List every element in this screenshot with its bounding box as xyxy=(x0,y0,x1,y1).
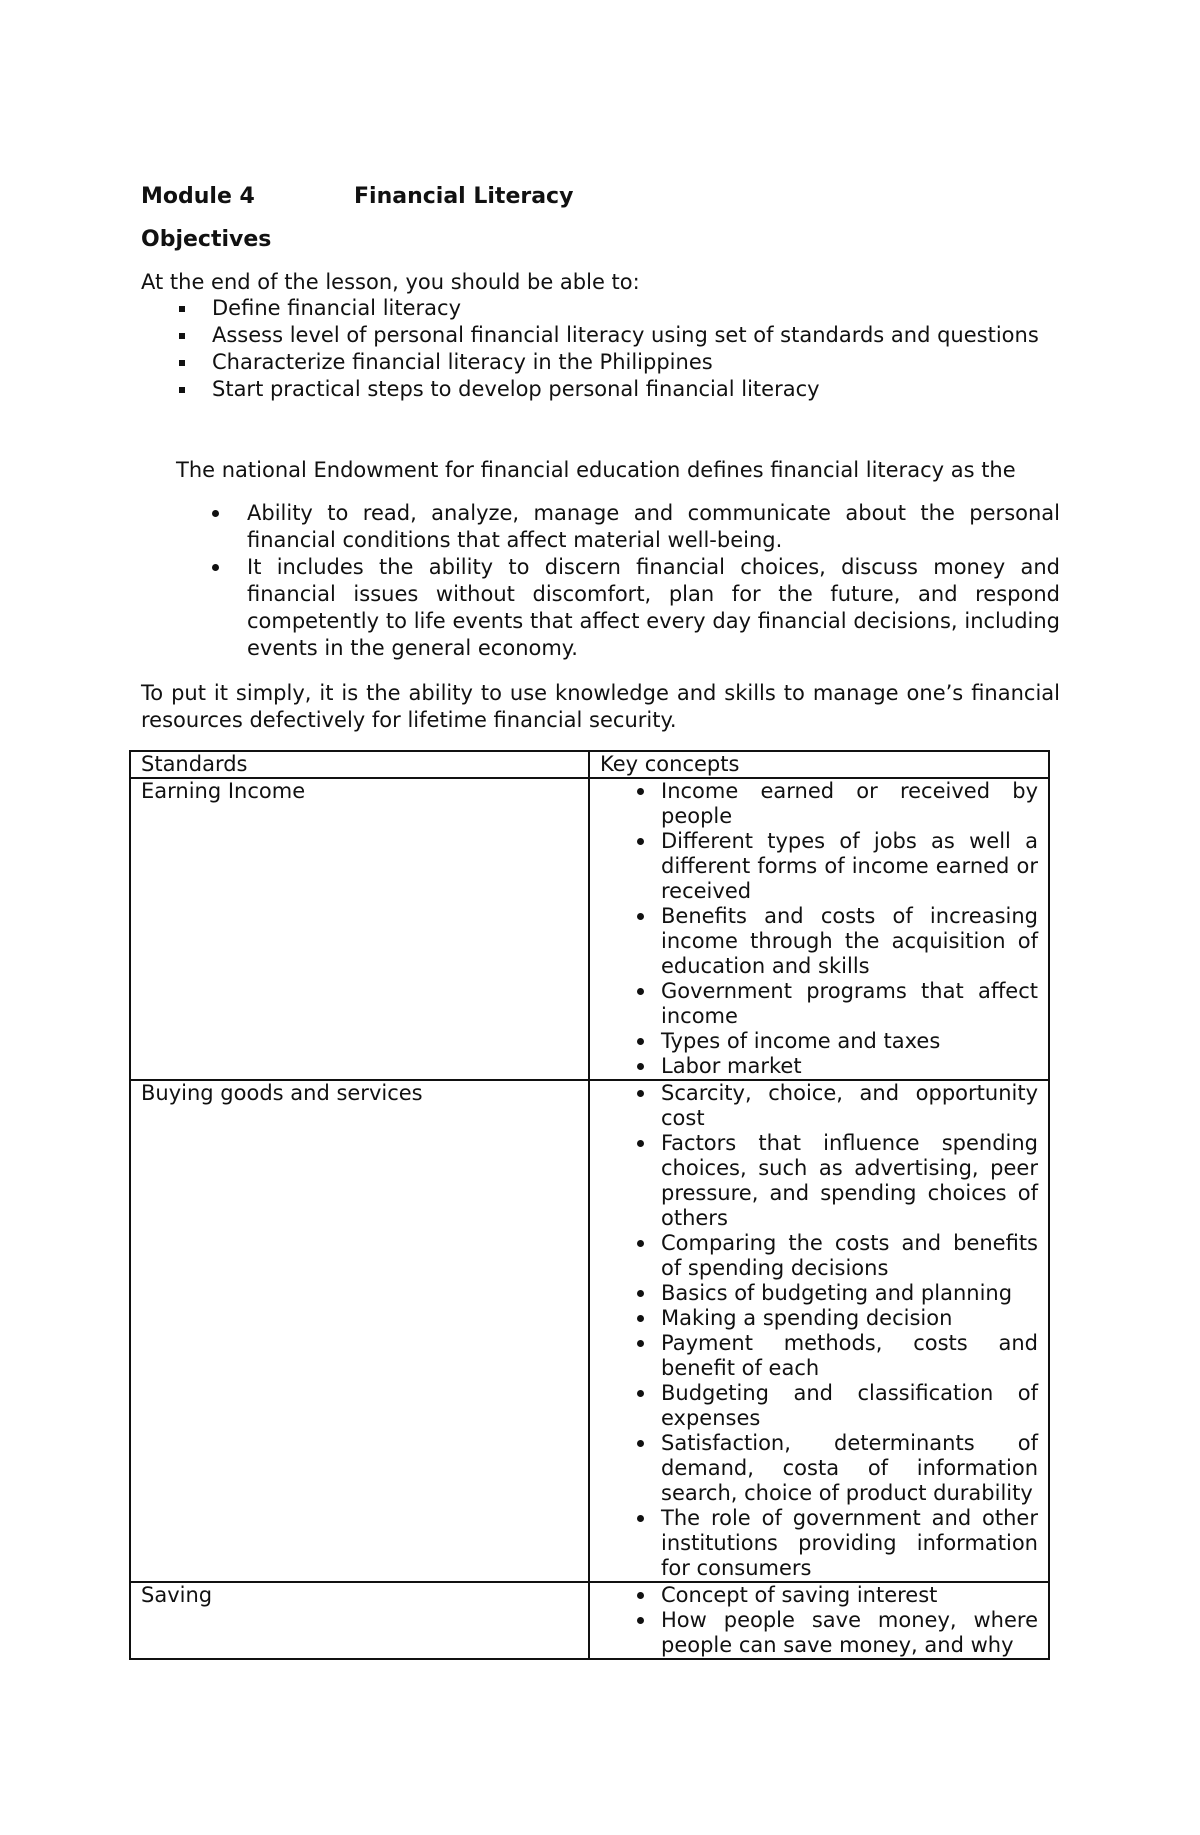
concept-text: Government programs that affect income xyxy=(661,979,1038,1028)
objective-item xyxy=(176,349,1060,376)
concepts-cell xyxy=(589,1582,1049,1659)
concept-item xyxy=(600,1281,1038,1306)
concept-text: Different types of jobs as well a different forms of income earned or received xyxy=(661,829,1038,903)
round-bullet-icon xyxy=(637,1140,644,1147)
concept-text: Scarcity, choice, and opportunity cost xyxy=(661,1081,1038,1130)
concept-item xyxy=(600,1054,1038,1079)
table-row xyxy=(130,778,1049,1080)
square-bullet-icon xyxy=(179,360,185,366)
round-bullet-icon xyxy=(637,838,644,845)
concept-item xyxy=(600,1131,1038,1231)
concept-item xyxy=(600,1231,1038,1281)
round-bullet-icon xyxy=(637,1315,644,1322)
concept-item xyxy=(600,904,1038,979)
round-bullet-icon xyxy=(637,988,644,995)
standard-cell: Saving xyxy=(130,1582,589,1659)
concept-text: Factors that influence spending choices, such as advertising, peer pressure, and spending choices of others xyxy=(661,1131,1038,1230)
round-bullet-icon xyxy=(637,1390,644,1397)
square-bullet-icon xyxy=(179,306,185,312)
concept-item xyxy=(600,779,1038,829)
round-bullet-icon xyxy=(637,1090,644,1097)
module-label: Module 4 xyxy=(141,184,255,209)
round-bullet-icon xyxy=(637,1038,644,1045)
header-standards: Standards xyxy=(130,751,589,778)
round-bullet-icon xyxy=(637,1240,644,1247)
concept-item xyxy=(600,1081,1038,1131)
objective-item xyxy=(176,322,1060,349)
round-bullet-icon xyxy=(637,1515,644,1522)
concept-text: Concept of saving interest xyxy=(661,1583,938,1607)
module-heading xyxy=(141,182,574,212)
definition-item xyxy=(212,500,1060,554)
concept-item xyxy=(600,1381,1038,1431)
concept-text: Income earned or received by people xyxy=(661,779,1038,828)
objective-item xyxy=(176,376,1060,403)
concept-text: Making a spending decision xyxy=(661,1306,953,1330)
module-title: Financial Literacy xyxy=(354,184,574,209)
concept-text: Labor market xyxy=(661,1054,802,1078)
concept-item xyxy=(600,1431,1038,1506)
round-bullet-icon xyxy=(637,1340,644,1347)
round-bullet-icon xyxy=(637,1592,644,1599)
definition-text: Ability to read, analyze, manage and communicate about the personal financial conditions that affect material well-being. xyxy=(247,501,1060,552)
concept-text: Payment methods, costs and benefit of each xyxy=(661,1331,1038,1380)
definition-list xyxy=(212,500,1060,662)
concept-item xyxy=(600,1583,1038,1608)
concept-text: How people save money, where people can save money, and why xyxy=(661,1608,1038,1657)
concept-text: Benefits and costs of increasing income through the acquisition of education and skills xyxy=(661,904,1038,978)
concept-text: Satisfaction, determinants of demand, costa of information search, choice of product durability xyxy=(661,1431,1038,1505)
square-bullet-icon xyxy=(179,333,185,339)
concept-item xyxy=(600,1306,1038,1331)
concept-item xyxy=(600,1506,1038,1581)
standards-table xyxy=(129,750,1050,1660)
concept-list xyxy=(600,1081,1038,1581)
concepts-cell xyxy=(589,1080,1049,1582)
objective-text: Start practical steps to develop personal financial literacy xyxy=(212,377,820,401)
concept-list xyxy=(600,1583,1038,1658)
concept-item xyxy=(600,829,1038,904)
objectives-intro: At the end of the lesson, you should be able to: xyxy=(141,270,640,294)
concepts-cell xyxy=(589,778,1049,1080)
standard-cell: Buying goods and services xyxy=(130,1080,589,1582)
round-bullet-icon xyxy=(637,1063,644,1070)
table-row xyxy=(130,1080,1049,1582)
header-key-concepts: Key concepts xyxy=(589,751,1049,778)
round-bullet-icon xyxy=(212,510,219,517)
definition-intro: The national Endowment for financial education defines financial literacy as the xyxy=(176,458,1016,482)
round-bullet-icon xyxy=(637,913,644,920)
definition-text: It includes the ability to discern financial choices, discuss money and financial issues without discomfort, plan for the future, and respond competently to life events that affect every day financial decisions, including events in the general economy. xyxy=(247,555,1060,660)
concept-item xyxy=(600,979,1038,1029)
square-bullet-icon xyxy=(179,387,185,393)
concept-item xyxy=(600,1608,1038,1658)
objectives-heading: Objectives xyxy=(141,227,272,252)
summary-paragraph: To put it simply, it is the ability to use knowledge and skills to manage one’s financial resources defectively for lifetime financial security. xyxy=(141,681,1060,732)
concept-item xyxy=(600,1029,1038,1054)
table-row xyxy=(130,1582,1049,1659)
objective-text: Characterize financial literacy in the Philippines xyxy=(212,350,713,374)
concept-text: Comparing the costs and benefits of spending decisions xyxy=(661,1231,1038,1280)
concept-text: Budgeting and classification of expenses xyxy=(661,1381,1038,1430)
objectives-list xyxy=(176,295,1060,403)
concept-list xyxy=(600,779,1038,1079)
round-bullet-icon xyxy=(212,564,219,571)
concept-text: Basics of budgeting and planning xyxy=(661,1281,1013,1305)
table-header-row xyxy=(130,751,1049,778)
round-bullet-icon xyxy=(637,1290,644,1297)
objective-text: Define financial literacy xyxy=(212,296,461,320)
round-bullet-icon xyxy=(637,788,644,795)
objective-item xyxy=(176,295,1060,322)
objective-text: Assess level of personal financial literacy using set of standards and questions xyxy=(212,323,1039,347)
concept-text: The role of government and other institutions providing information for consumers xyxy=(661,1506,1038,1580)
concept-text: Types of income and taxes xyxy=(661,1029,941,1053)
round-bullet-icon xyxy=(637,1440,644,1447)
standard-cell: Earning Income xyxy=(130,778,589,1080)
concept-item xyxy=(600,1331,1038,1381)
round-bullet-icon xyxy=(637,1617,644,1624)
definition-item xyxy=(212,554,1060,662)
